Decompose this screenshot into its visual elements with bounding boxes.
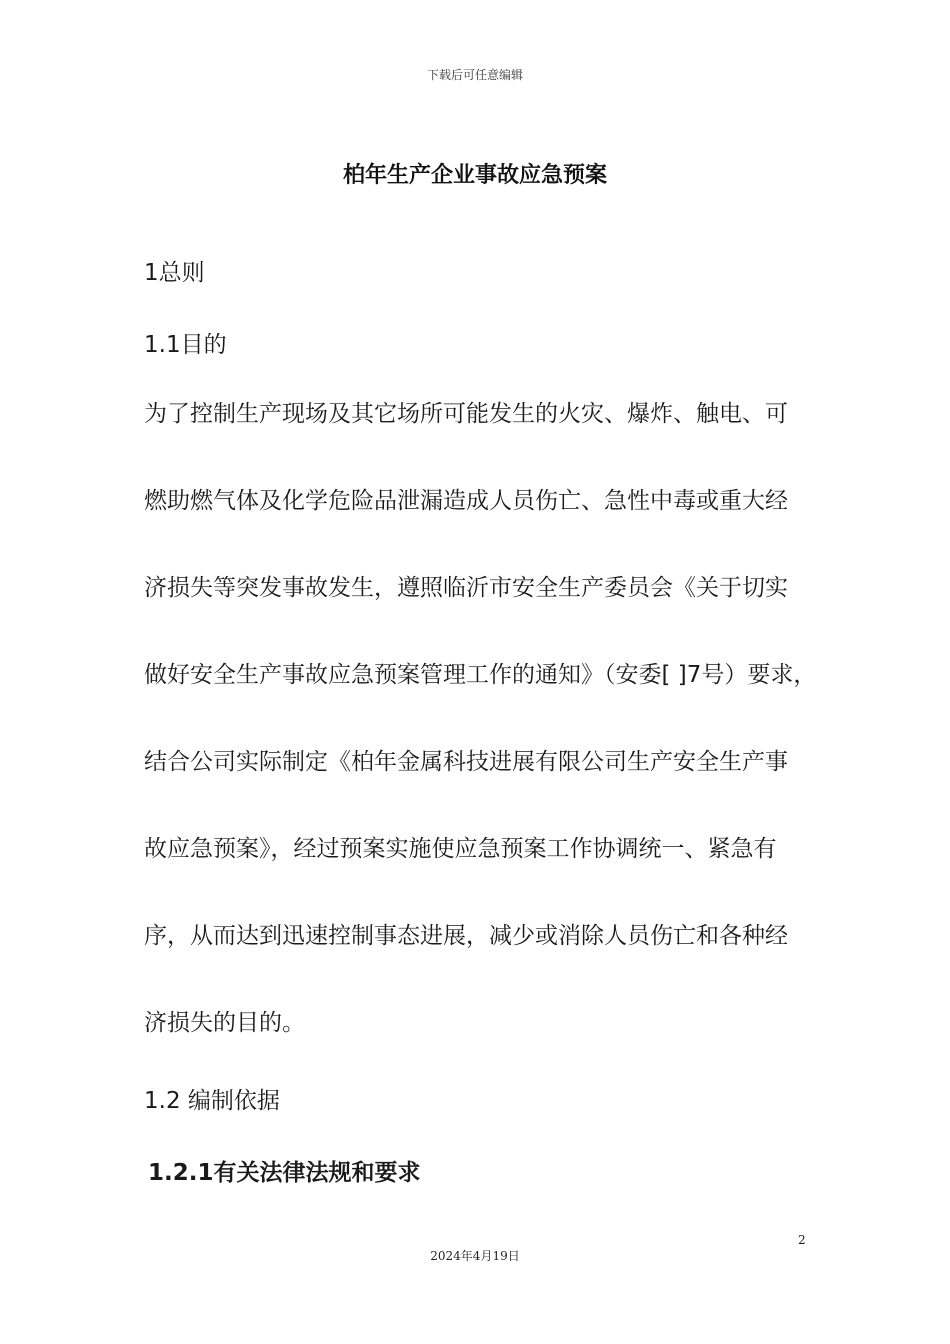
- document-title: 柏年生产企业事故应急预案: [342, 163, 607, 188]
- section-heading-1-1: 1.1目的: [144, 332, 227, 358]
- paragraph-line: 为了控制生产现场及其它场所可能发生的火灾、爆炸、触电、可: [144, 401, 788, 427]
- section-heading-1: 1总则: [144, 260, 205, 286]
- header-note: 下载后可任意编辑: [426, 68, 523, 82]
- paragraph-line: 济损失的目的。: [144, 1010, 305, 1036]
- paragraph-line: 结合公司实际制定《柏年金属科技进展有限公司生产安全生产事: [144, 749, 788, 775]
- paragraph-line: 做好安全生产事故应急预案管理工作的通知》（安委[ ]7号）要求，: [144, 662, 817, 688]
- purpose-paragraph: [144, 398, 834, 1094]
- paragraph-line: 济损失等突发事故发生，遵照临沂市安全生产委员会《关于切实: [144, 575, 788, 601]
- section-heading-1-2-1: 1.2.1有关法律法规和要求: [148, 1160, 421, 1186]
- section-heading-1-2: 1.2 编制依据: [144, 1088, 280, 1114]
- page-number: 2: [798, 1233, 806, 1247]
- footer-date: 2024年4月19日: [430, 1249, 520, 1263]
- paragraph-line: 序，从而达到迅速控制事态进展，减少或消除人员伤亡和各种经: [144, 923, 788, 949]
- paragraph-line: 故应急预案》，经过预案实施使应急预案工作协调统一、紧急有: [144, 836, 777, 862]
- paragraph-line: 燃助燃气体及化学危险品泄漏造成人员伤亡、急性中毒或重大经: [144, 488, 788, 514]
